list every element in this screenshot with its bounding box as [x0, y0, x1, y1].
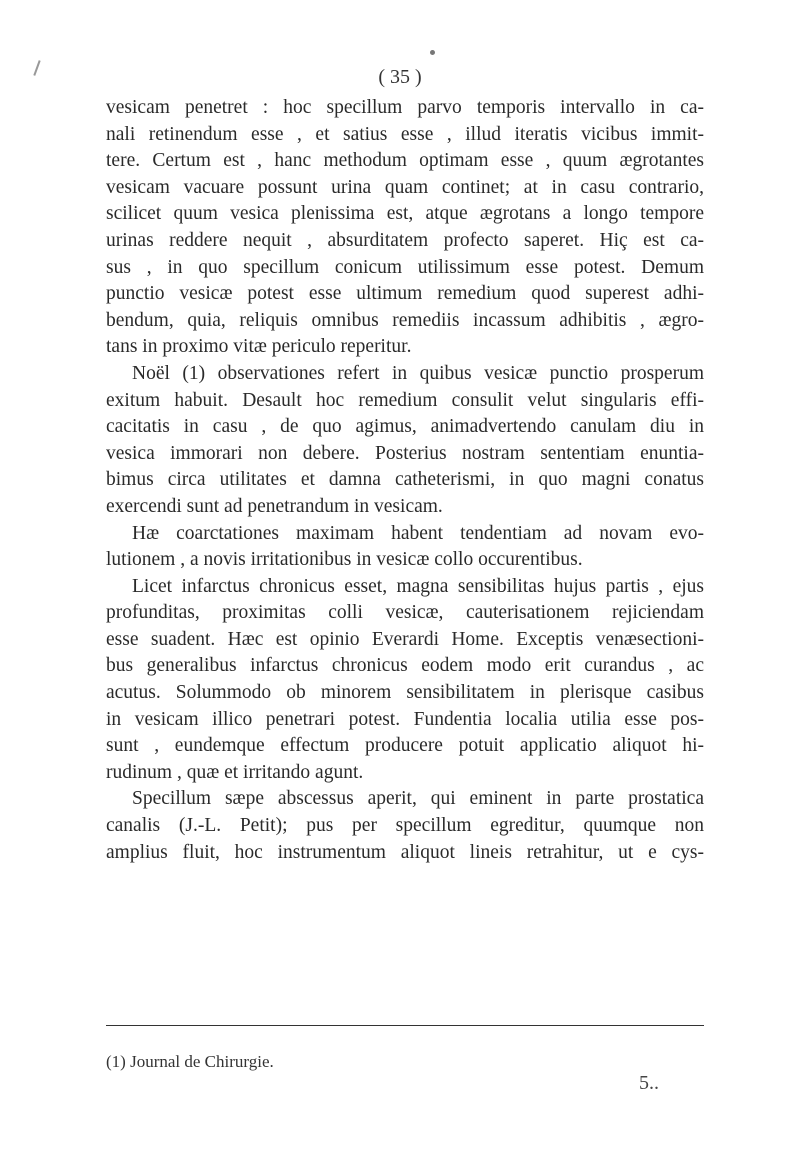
text-line: tere. Certum est , hanc methodum optimam esse , quum ægrotantes [106, 150, 704, 172]
body-text [106, 95, 704, 866]
signature-mark: 5.. [639, 1072, 659, 1094]
text-line: vesica immorari non debere. Posterius nostram sententiam enuntia- [106, 442, 704, 464]
text-line: lutionem , a novis irritationibus in vesicæ collo occurentibus. [106, 549, 583, 571]
footnote: (1) Journal de Chirurgie. [106, 1052, 274, 1071]
text-line: Hæ coarctationes maximam habent tendentiam ad novam evo- [132, 522, 704, 544]
text-line: Noël (1) observationes refert in quibus vesicæ punctio prosperum [132, 362, 704, 384]
text-line: bendum, quia, reliquis omnibus remediis incassum adhibitis , ægro- [106, 309, 704, 331]
text-line: scilicet quum vesica plenissima est, atque ægrotans a longo tempore [106, 203, 704, 225]
text-line: bus generalibus infarctus chronicus eodem modo erit curandus , ac [106, 655, 704, 677]
text-line: urinas reddere nequit , absurditatem profecto saperet. Hiç est ca- [106, 229, 704, 251]
text-line: tans in proximo vitæ periculo reperitur. [106, 336, 412, 358]
text-line: vesicam vacuare possunt urina quam continet; at in casu contrario, [106, 176, 704, 198]
text-line: profunditas, proximitas colli vesicæ, cauterisationem rejiciendam [106, 602, 704, 624]
text-line: cacitatis in casu , de quo agimus, animadvertendo canulam diu in [106, 416, 704, 438]
text-line: nali retinendum esse , et satius esse , illud iteratis vicibus immit- [106, 123, 704, 145]
text-line: in vesicam illico penetrari potest. Fundentia localia utilia esse pos- [106, 708, 704, 730]
text-line: Specillum sæpe abscessus aperit, qui eminent in parte prostatica [132, 788, 704, 810]
text-line: vesicam penetret : hoc specillum parvo temporis intervallo in ca- [106, 97, 704, 118]
text-line: acutus. Solummodo ob minorem sensibilitatem in plerisque casibus [106, 682, 704, 704]
text-line: esse suadent. Hæc est opinio Everardi Home. Exceptis venæsectioni- [106, 628, 704, 650]
footnote-divider [106, 1025, 704, 1026]
text-line: Licet infarctus chronicus esset, magna sensibilitas hujus partis , ejus [132, 575, 704, 597]
text-line: exitum habuit. Desault hoc remedium consulit velut singularis effi- [106, 389, 704, 411]
text-line: bimus circa utilitates et damna catheterismi, in quo magni conatus [106, 469, 704, 491]
page-number-header: ( 35 ) [378, 66, 422, 88]
text-line: canalis (J.-L. Petit); pus per specillum egreditur, quumque non [106, 815, 704, 837]
ink-speck [430, 50, 435, 55]
text-line: exercendi sunt ad penetrandum in vesicam. [106, 495, 443, 517]
text-line: sunt , eundemque effectum producere potuit applicatio aliquot hi- [106, 735, 704, 757]
text-line: sus , in quo specillum conicum utilissimum esse potest. Demum [106, 256, 704, 278]
text-line: punctio vesicæ potest esse ultimum remedium quod superest adhi- [106, 283, 704, 305]
text-line: amplius fluit, hoc instrumentum aliquot lineis retrahitur, ut e cys- [106, 841, 704, 863]
text-line: rudinum , quæ et irritando agunt. [106, 761, 364, 783]
